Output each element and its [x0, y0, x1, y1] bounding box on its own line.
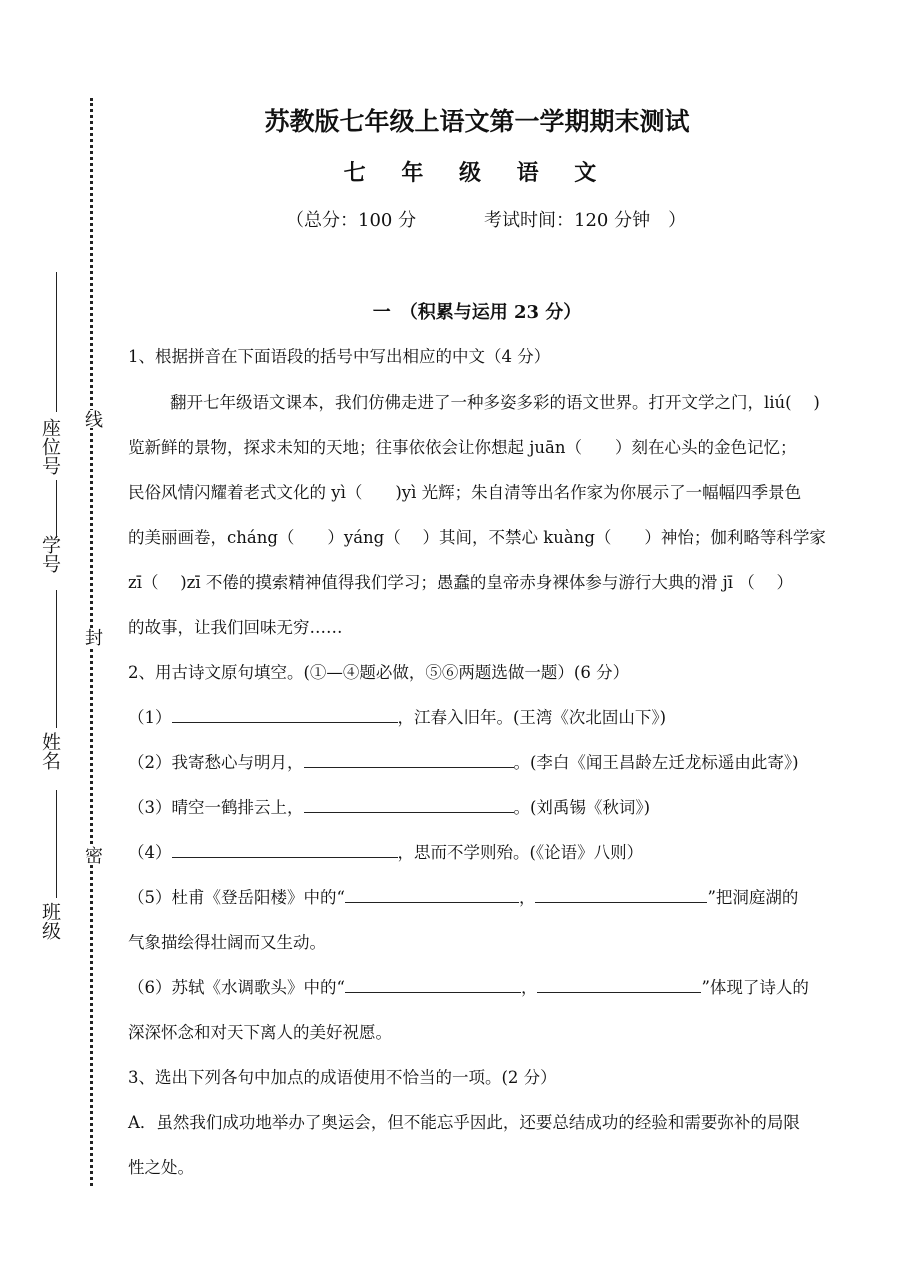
- answer-blank[interactable]: [345, 886, 519, 903]
- q2-prompt: 2、用古诗文原句填空。(①—④题必做，⑤⑥两题选做一题）(6 分）: [128, 663, 630, 682]
- binding-mark-feng: 封: [82, 628, 103, 646]
- name-label: 姓名: [39, 732, 61, 770]
- answer-blank[interactable]: [535, 886, 707, 903]
- answer-blank[interactable]: [172, 706, 398, 723]
- q2-item-5-cont: 气象描绘得壮阔而又生动。: [128, 933, 326, 952]
- item-text: ，思而不学则殆。(《论语》八则）: [397, 843, 644, 862]
- class-blank[interactable]: [56, 790, 57, 898]
- q2-item-2: [128, 749, 799, 773]
- answer-blank[interactable]: [537, 976, 701, 993]
- item-text: 杜甫《登岳阳楼》中的“: [171, 888, 345, 907]
- answer-blank[interactable]: [172, 841, 398, 858]
- item-text: ，: [520, 978, 538, 997]
- q2-item-6-cont: 深深怀念和对天下离人的美好祝愿。: [128, 1023, 392, 1042]
- exam-title: 苏教版七年级上语文第一学期期末测试: [264, 107, 690, 136]
- q2-item-3: [128, 794, 650, 818]
- q3-option-a: A．虽然我们成功地举办了奥运会，但不能忘乎因此，还要总结成功的经验和需要弥补的局限: [128, 1113, 800, 1132]
- answer-blank[interactable]: [304, 751, 514, 768]
- q1-text-line: 的故事，让我们回味无穷……: [128, 618, 343, 637]
- item-text: ，江春入旧年。(王湾《次北固山下》): [397, 708, 667, 727]
- q1-text-line: 民俗风情闪耀着老式文化的 yì（ )yì 光辉；朱自清等出名作家为你展示了一幅幅四季景色: [128, 483, 802, 502]
- seat-number-label: 座位号: [39, 418, 61, 475]
- item-number: （1）: [128, 708, 172, 727]
- item-text: 苏轼《水调歌头》中的“: [171, 978, 345, 997]
- q2-item-4: [128, 839, 643, 863]
- answer-blank[interactable]: [345, 976, 521, 993]
- q3-option-a-cont: 性之处。: [128, 1158, 194, 1177]
- section-heading: 一 （积累与运用 23 分）: [372, 302, 582, 323]
- name-blank[interactable]: [56, 590, 57, 728]
- q1-text-line: 览新鲜的景物，探求未知的天地；往事依依会让你想起 juān（ ）刻在心头的金色记忆；: [128, 438, 797, 457]
- item-text: 。(李白《闻王昌龄左迁龙标遥由此寄》): [513, 753, 799, 772]
- q1-text-line: 翻开七年级语文课本，我们仿佛走进了一种多姿多彩的语文世界。打开文学之门，liú( ): [170, 393, 820, 412]
- item-text: ”把洞庭湖的: [707, 888, 799, 907]
- item-text: ，: [518, 888, 536, 907]
- exam-time: 考试时间：120 分钟 ）: [484, 210, 687, 231]
- item-number: （4）: [128, 843, 172, 862]
- q1-prompt: 1、根据拼音在下面语段的括号中写出相应的中文（4 分）: [128, 347, 551, 366]
- student-id-blank[interactable]: [56, 480, 57, 538]
- item-text: 晴空一鹤排云上，: [171, 798, 304, 817]
- class-label: 班级: [39, 902, 61, 940]
- item-number: （3）: [128, 798, 172, 817]
- answer-blank[interactable]: [304, 796, 514, 813]
- binding-mark-xian: 线: [82, 410, 103, 428]
- item-text: 。(刘禹锡《秋词》): [513, 798, 651, 817]
- q2-item-5: [128, 884, 798, 908]
- q3-prompt: 3、选出下列各句中加点的成语使用不恰当的一项。(2 分）: [128, 1068, 557, 1087]
- exam-subtitle: 七 年 级 语 文: [343, 160, 611, 186]
- item-number: （5）: [128, 888, 172, 907]
- q1-text-line: zī（ )zī 不倦的摸索精神值得我们学习；愚蠢的皇帝赤身裸体参与游行大典的滑 jī （ ）: [128, 573, 793, 592]
- q2-item-6: [128, 974, 809, 998]
- student-id-label: 学号: [39, 535, 61, 573]
- item-text: 我寄愁心与明月，: [171, 753, 304, 772]
- item-text: ”体现了诗人的: [701, 978, 809, 997]
- item-number: （2）: [128, 753, 172, 772]
- seat-number-blank[interactable]: [56, 272, 57, 412]
- item-number: （6）: [128, 978, 172, 997]
- binding-mark-mi: 密: [82, 846, 103, 864]
- q2-item-1: [128, 704, 666, 728]
- q1-text-line: 的美丽画卷，cháng（ ）yáng（ ）其间，不禁心 kuàng（ ）神怡；伽利略等科学家: [128, 528, 826, 547]
- total-score: （总分：100 分: [286, 210, 417, 231]
